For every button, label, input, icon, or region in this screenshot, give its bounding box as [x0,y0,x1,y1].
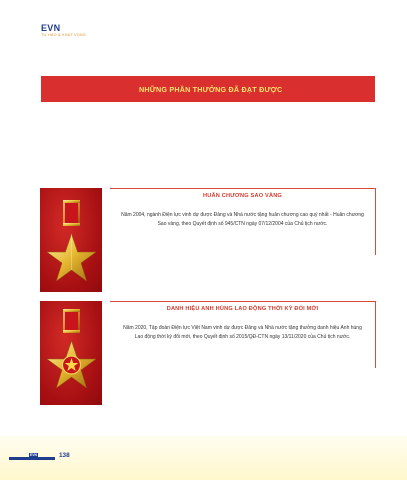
banner-title: NHỮNG PHẦN THƯỞNG ĐÃ ĐẠT ĐƯỢC [139,84,283,94]
evn-logo: EVN [41,23,61,33]
award-card-gold-star [110,188,376,255]
award-description: Năm 2004, ngành Điện lực vinh dự được Đảng và Nhà nước tặng huân chương cao quý nhất - Huân chương Sao vàng, theo Quyết định số 945/CTN ngày 07/12/2004 của Chủ tịch nước. [121,212,364,227]
award-description: Năm 2020, Tập đoàn Điện lực Việt Nam vinh dự được Đảng và Nhà nước tặng thưởng danh hiệu Anh hùng Lao động thời kỳ đổi mới, theo Quyết định số 2015/QĐ-CTN ngày 13/11/2020 của Chủ tịch nước. [123,325,362,340]
hero-labor-medal-icon [40,301,102,405]
award-card-hero-labor [110,301,376,368]
award-title: DANH HIỆU ANH HÙNG LAO ĐỘNG THỜI KỲ ĐỔI MỚI [166,306,319,312]
gold-star-medal-photo [40,188,102,292]
page-number: 138 [59,452,70,459]
page-marker-label: EVN [30,453,37,457]
section-banner [41,76,375,102]
logo-tagline: TỰ HÀO & KHÁT VỌNG [41,33,86,37]
award-title: HUÂN CHƯƠNG SAO VÀNG [203,193,282,199]
hero-labor-medal-photo [40,301,102,405]
page-marker-bar [9,457,55,460]
gold-star-medal-icon [40,188,102,292]
